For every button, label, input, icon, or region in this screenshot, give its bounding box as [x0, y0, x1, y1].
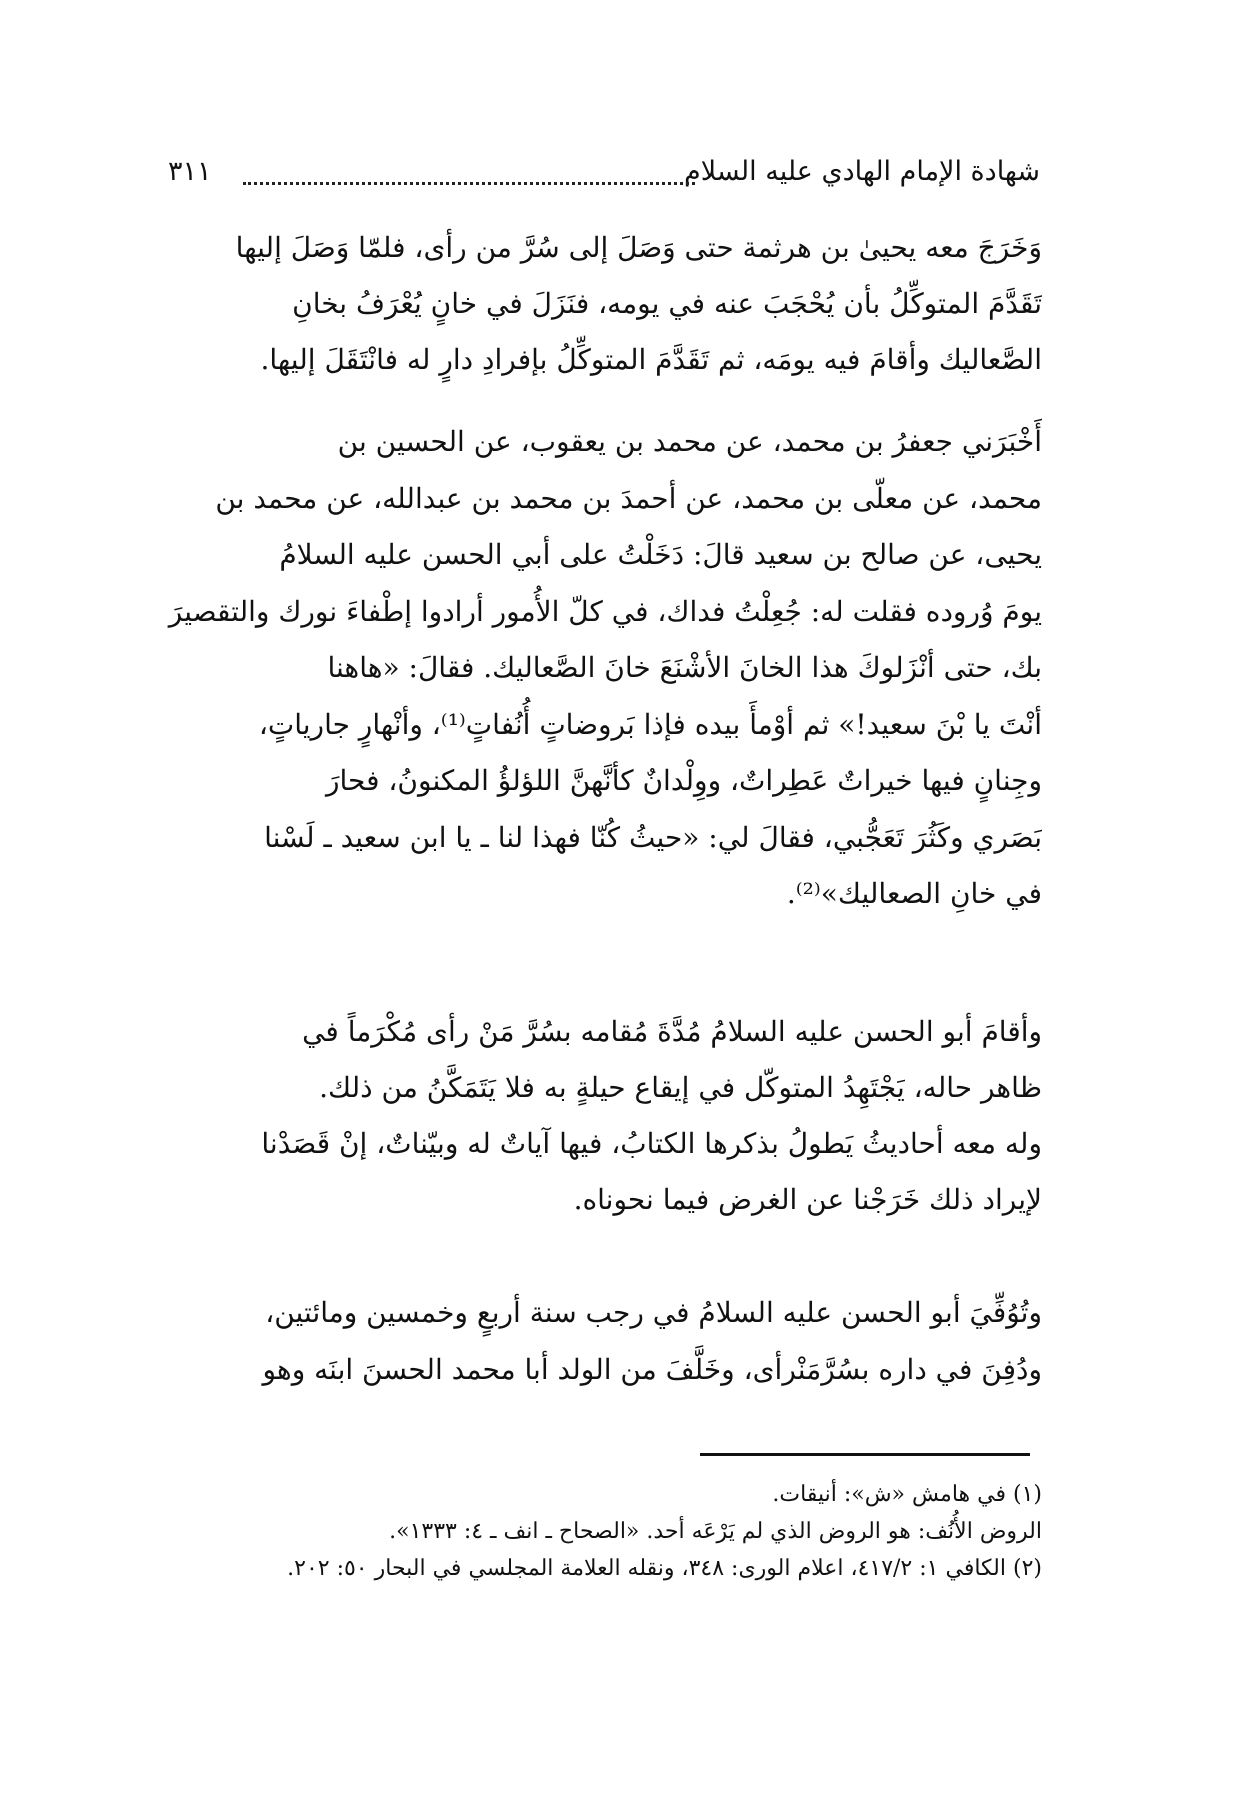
page-header	[168, 152, 1040, 192]
footnotes	[160, 1476, 1042, 1587]
text-line: تَقَدَّمَ المتوكِّلُ بأن يُحْجَبَ عنه في يومه، فنَزَلَ في خانٍ يُعْرَفُ بخانِ	[292, 287, 1042, 320]
text-line: وتُوُفِّيَ أبو الحسن عليه السلامُ في رجب سنة أربعٍ وخمسين ومائتين،	[265, 1296, 1042, 1329]
header-dot-leader	[243, 182, 695, 185]
text-line: بك، حتى أنْزَلوكَ هذا الخانَ الأشْنَعَ خانَ الصَّعاليك. فقالَ: «هاهنا	[327, 651, 1042, 684]
text-line: محمد، عن معلّى بن محمد، عن أحمدَ بن محمد بن عبدالله، عن محمد بن	[215, 481, 1042, 515]
running-title: شهادة الإمام الهادي عليه السلام	[684, 156, 1040, 187]
page-number: ٣١١	[168, 156, 212, 187]
text-line: في خانِ الصعاليك»⁽²⁾.	[786, 877, 1042, 910]
text-line: ظاهر حاله، يَجْتَهِدُ المتوكّل في إيقاع حيلةٍ به فلا يَتَمَكَّنُ من ذلك.	[319, 1071, 1042, 1104]
text-line: أنْتَ يا بْنَ سعيد!» ثم أوْمأَ بيده فإذا بَروضاتٍ أُنُفاتٍ⁽¹⁾، وأنْهارٍ جارياتٍ،	[258, 707, 1042, 741]
text-line: ودُفِنَ في داره بسُرَّمَنْرأى، وخَلَّفَ من الولد أبا محمد الحسنَ ابنَه وهو	[262, 1353, 1042, 1386]
text-line: وَخَرَجَ معه يحيىٰ بن هرثمة حتى وَصَلَ إلى سُرَّ من رأى، فلمّا وَصَلَ إليها	[235, 231, 1042, 264]
paragraph-1	[160, 220, 1042, 388]
footnote: (١) في هامش «ش»: أنيقات.	[772, 1482, 1042, 1507]
paragraph-4	[160, 1284, 1042, 1398]
footnote: (٢) الكافي ١: ٤١٧/٢، اعلام الورى: ٣٤٨، ونقله العلامة المجلسي في البحار ٥٠: ٢٠٢.	[287, 1556, 1042, 1581]
text-line: وله معه أحاديثُ يَطولُ بذكرها الكتابُ، فيها آياتٌ له وبيّناتٌ، إنْ قَصَدْنا	[261, 1127, 1042, 1160]
text-line: يومَ وُروده فقلت له: جُعِلْتُ فداك، في كلّ الأُمور أرادوا إطْفاءَ نورك والتقصيرَ	[168, 594, 1042, 628]
paragraph-3	[160, 1004, 1042, 1228]
text-line: وأقامَ أبو الحسن عليه السلامُ مُدَّةَ مُقامه بسُرَّ مَنْ رأى مُكْرَماً في	[302, 1015, 1042, 1048]
text-line: بَصَري وكَثُرَ تَعَجُّبي، فقالَ لي: «حيثُ كُنّا فهذا لنا ـ يا ابن سعيد ـ لَسْنا	[264, 820, 1042, 854]
text-line: الصَّعاليك وأقامَ فيه يومَه، ثم تَقَدَّمَ المتوكِّلُ بإفرادِ دارٍ له فانْتَقَلَ إليها.	[260, 343, 1042, 376]
text-line: يحيى، عن صالح بن سعيد قالَ: دَخَلْتُ على أبي الحسن عليه السلامُ	[279, 538, 1042, 571]
text-line: لإيراد ذلك خَرَجْنا عن الغرض فيما نحوناه.	[573, 1183, 1042, 1216]
footnote-divider	[700, 1453, 1030, 1456]
footnote: الروض الأُنُف: هو الروض الذي لم يَرْعَه أحد. «الصحاح ـ انف ـ ٤: ١٣٣٣».	[389, 1519, 1042, 1544]
text-line: وجِنانٍ فيها خيراتٌ عَطِراتٌ، ووِلْدانٌ كأنَّهنَّ اللؤلؤُ المكنونُ، فحارَ	[325, 764, 1042, 797]
paragraph-2	[160, 414, 1042, 923]
text-line: أَخْبَرَني جعفرُ بن محمد، عن محمد بن يعقوب، عن الحسين بن	[337, 425, 1042, 458]
